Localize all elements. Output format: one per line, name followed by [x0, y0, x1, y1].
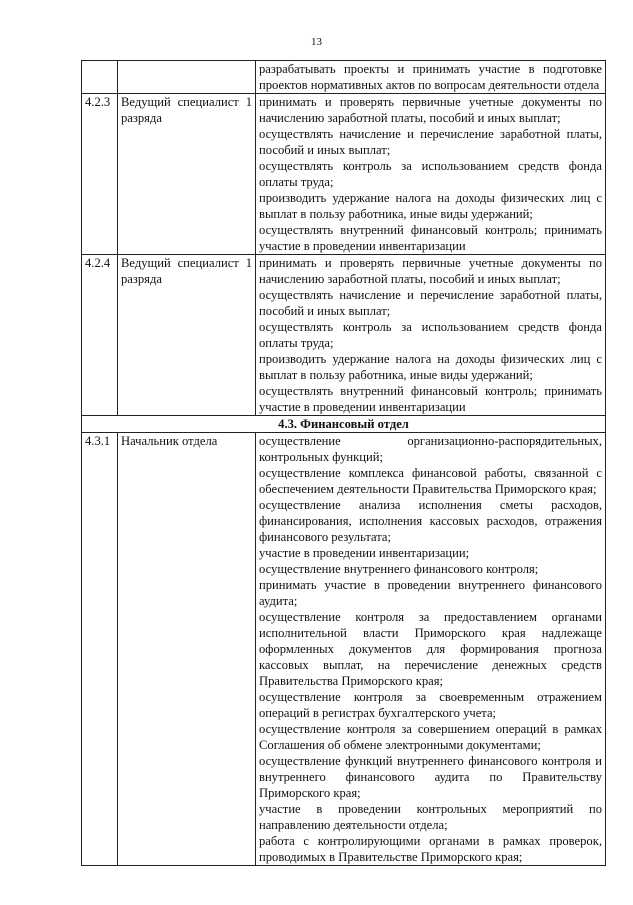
- duties-table: [81, 60, 606, 866]
- duty-item: принимать и проверять первичные учетные документы по начислению заработной платы, пособий и иных выплат;: [259, 95, 602, 125]
- duty-item: работа с контролирующими органами в рамках проверок, проводимых в Правительстве Приморского края;: [259, 834, 602, 864]
- row-number: 4.2.3: [82, 94, 118, 255]
- section-heading: 4.3. Финансовый отдел: [82, 416, 606, 433]
- table-row: [82, 61, 606, 94]
- duty-item: осуществлять контроль за использованием средств фонда оплаты труда;: [259, 320, 602, 350]
- duty-item: производить удержание налога на доходы физических лиц с выплат в пользу работника, иные виды удержаний;: [259, 191, 602, 221]
- duty-item: осуществлять внутренний финансовый контроль; принимать участие в проведении инвентаризации: [259, 223, 602, 253]
- duty-item: осуществление контроля за предоставлением органами исполнительной власти Приморского края надлежаще оформленных документов для формирования прогноза кассовых выплат, на перечисление денежных средств Правительства Приморского края;: [259, 610, 602, 688]
- duty-item: осуществлять контроль за использованием средств фонда оплаты труда;: [259, 159, 602, 189]
- duty-item: участие в проведении инвентаризации;: [259, 546, 470, 560]
- duties-cell: [256, 433, 606, 866]
- duties-cell: [256, 94, 606, 255]
- position-title-text: Ведущий специалист 1 разряда: [121, 256, 252, 286]
- duty-item: осуществление организационно-распорядительных, контрольных функций;: [259, 434, 602, 464]
- position-title: [118, 255, 256, 416]
- duty-item: производить удержание налога на доходы физических лиц с выплат в пользу работника, иные виды удержаний;: [259, 352, 602, 382]
- duty-item: осуществление контроля за своевременным отражением операций в регистрах бухгалтерского учета;: [259, 690, 602, 720]
- table-row: [82, 433, 606, 866]
- page-number: 13: [311, 36, 322, 48]
- duty-item: осуществление контроля за совершением операций в рамках Соглашения об обмене электронными документами;: [259, 722, 602, 752]
- row-number: 4.3.1: [82, 433, 118, 866]
- duty-item: разрабатывать проекты и принимать участие в подготовке проектов нормативных актов по вопросам деятельности отдела: [259, 62, 602, 92]
- table-row: [82, 255, 606, 416]
- duties-cell: [256, 255, 606, 416]
- position-title: [118, 94, 256, 255]
- table-row: [82, 94, 606, 255]
- duty-item: осуществлять начисление и перечисление заработной платы, пособий и иных выплат;: [259, 288, 602, 318]
- duty-item: осуществлять внутренний финансовый контроль; принимать участие в проведении инвентаризации: [259, 384, 602, 414]
- duty-item: участие в проведении контрольных мероприятий по направлению деятельности отдела;: [259, 802, 602, 832]
- duty-item: осуществлять начисление и перечисление заработной платы, пособий и иных выплат;: [259, 127, 602, 157]
- duties-cell: [256, 61, 606, 94]
- duty-item: принимать участие в проведении внутреннего финансового аудита;: [259, 578, 602, 608]
- duty-item: принимать и проверять первичные учетные документы по начислению заработной платы, пособий и иных выплат;: [259, 256, 602, 286]
- row-number: 4.2.4: [82, 255, 118, 416]
- position-title-text: Ведущий специалист 1 разряда: [121, 95, 252, 125]
- position-title: Начальник отдела: [118, 433, 256, 866]
- duty-item: осуществление внутреннего финансового контроля;: [259, 562, 539, 576]
- duty-item: осуществление анализа исполнения сметы расходов, финансирования, исполнения кассовых расходов, отражения финансового результата;: [259, 498, 602, 544]
- duty-item: осуществление комплекса финансовой работы, связанной с обеспечением деятельности Правительства Приморского края;: [259, 466, 602, 496]
- duty-item: осуществление функций внутреннего финансового контроля и внутреннего финансового аудита по Правительству Приморского края;: [259, 754, 602, 800]
- row-number: [82, 61, 118, 94]
- position-title: [118, 61, 256, 94]
- section-row: [82, 416, 606, 433]
